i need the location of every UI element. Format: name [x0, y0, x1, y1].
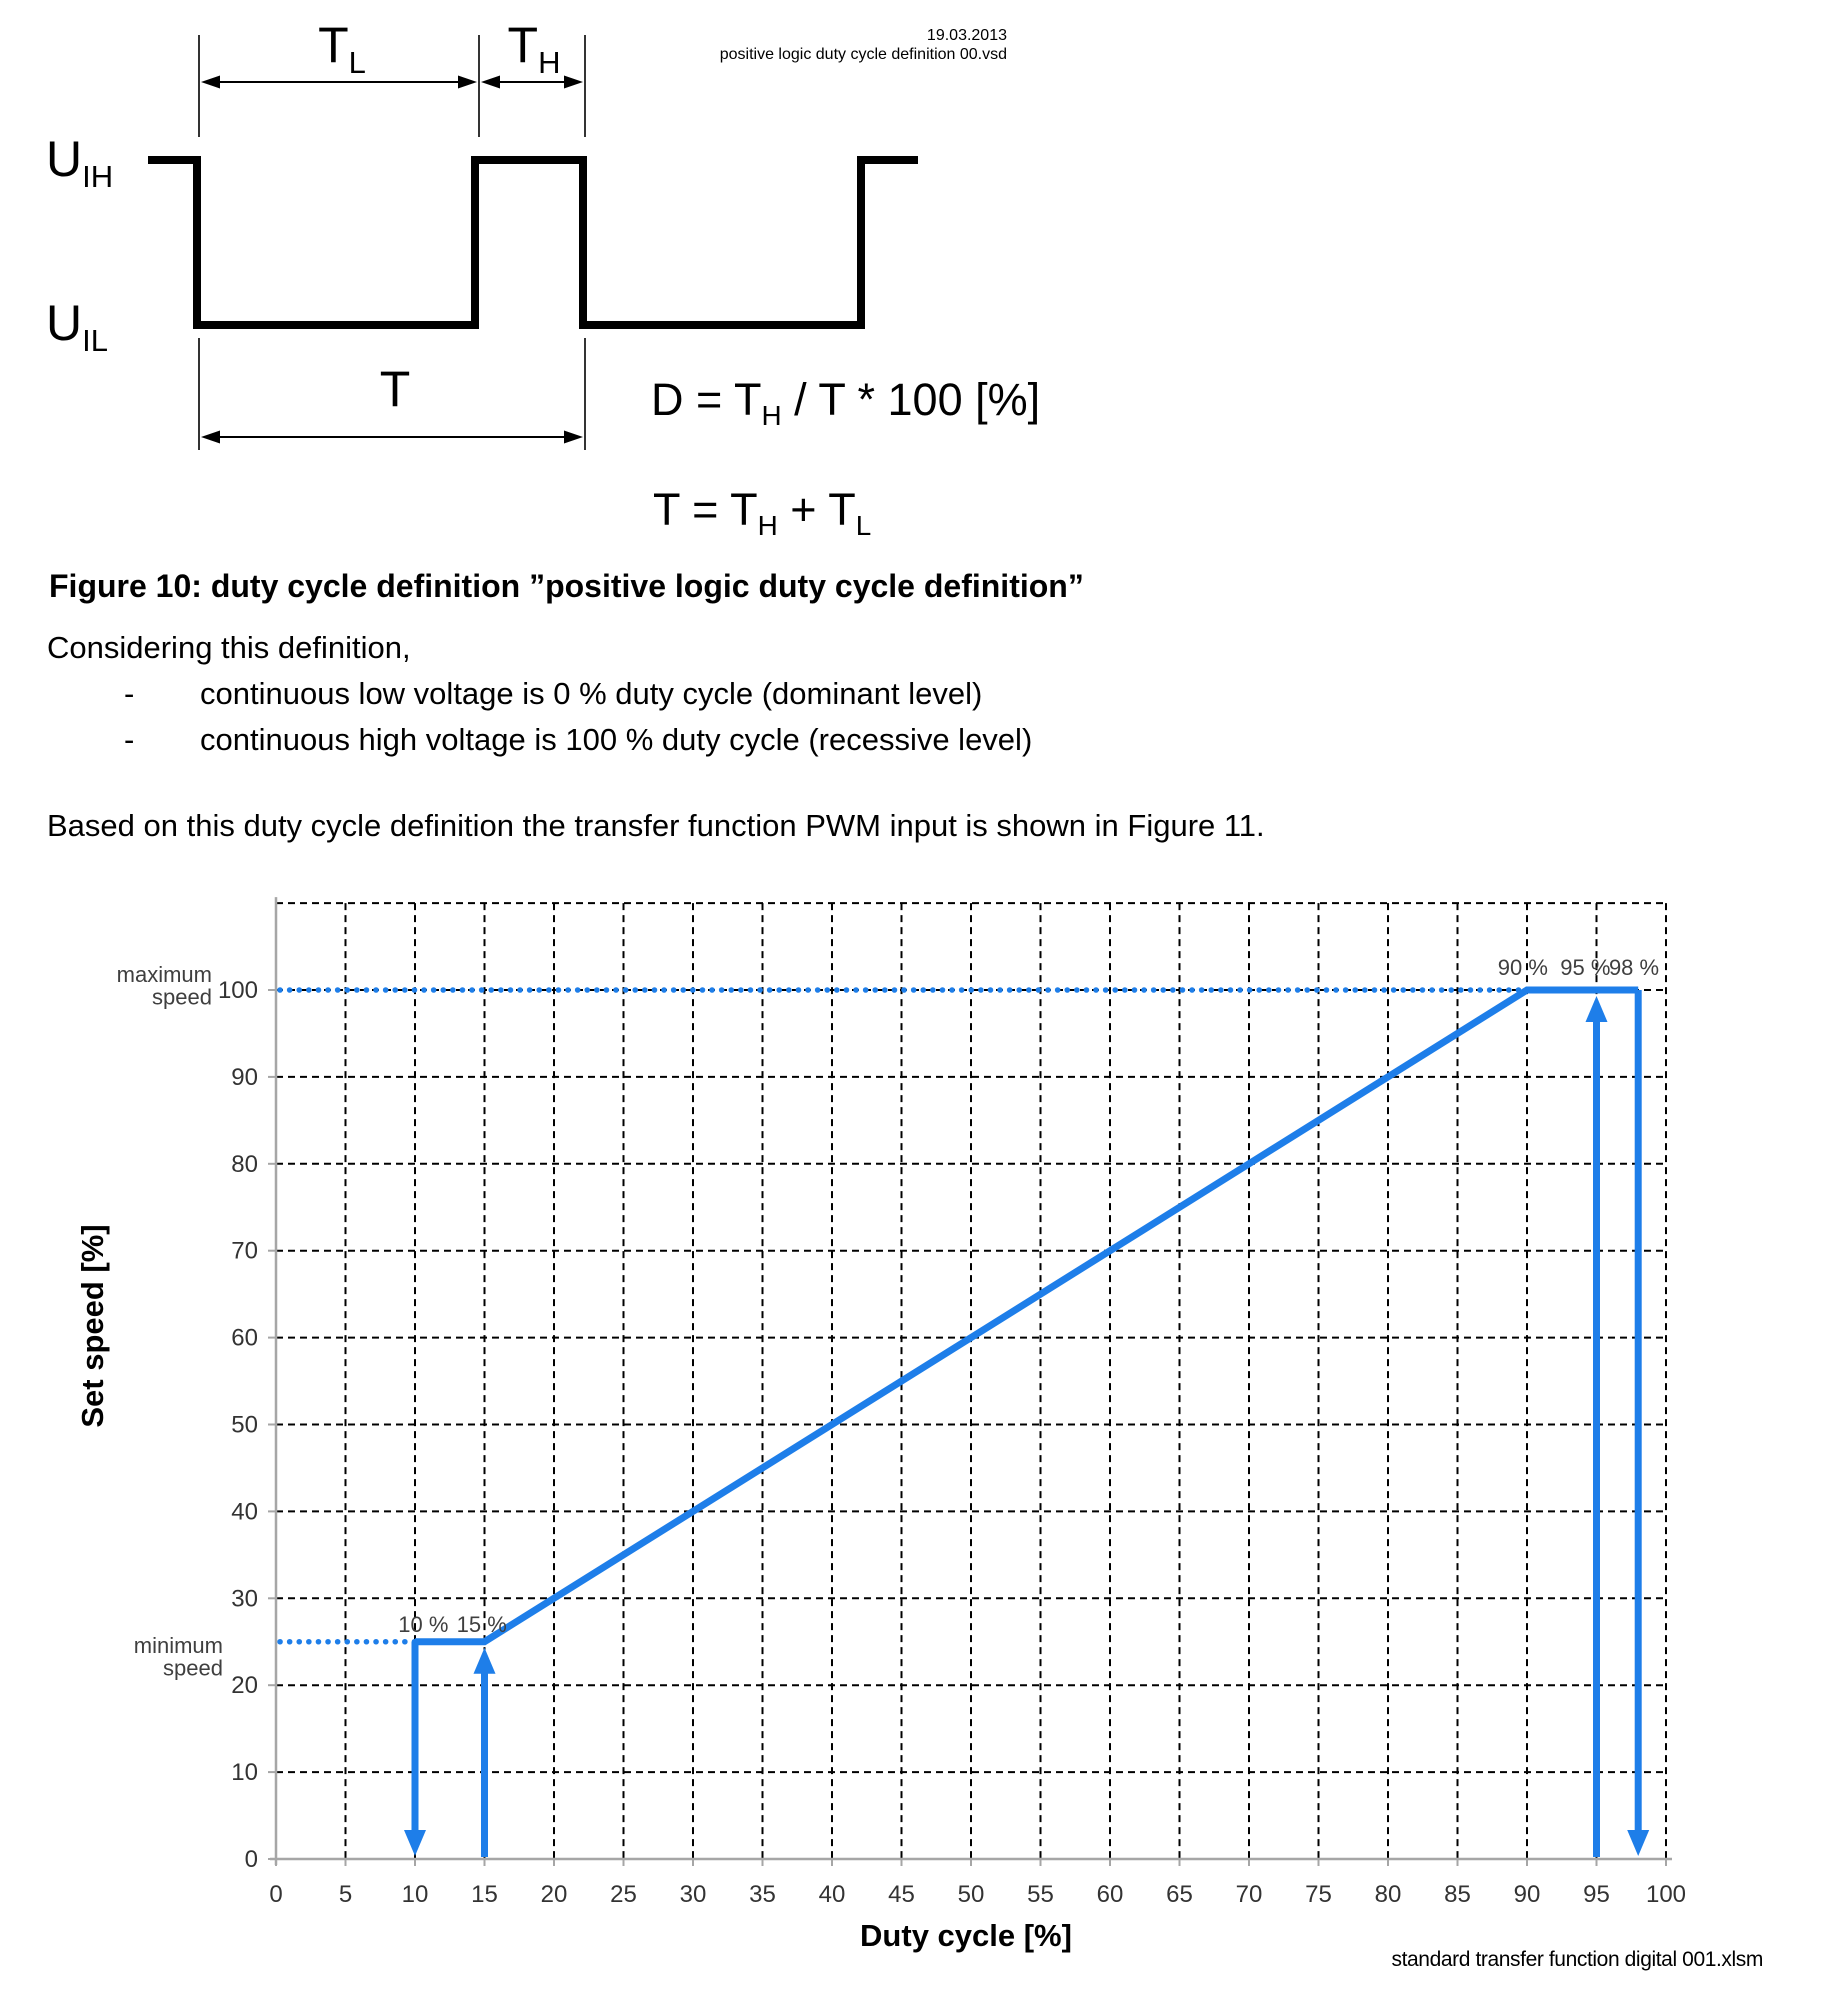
duty-point-label: 95 % — [1560, 955, 1611, 981]
x-tick-label: 90 — [1513, 1881, 1541, 1908]
x-tick-label: 15 — [471, 1881, 498, 1908]
x-tick-label: 55 — [1027, 1881, 1054, 1908]
u-il-label: $U_{IL}$ — [46, 295, 108, 358]
x-tick-label: 70 — [1235, 1881, 1263, 1908]
t-low-dim-label: $T_L$ — [318, 17, 366, 80]
period-formula: $T = T_H + T_L$ — [653, 484, 872, 541]
duty-point-label: 10 % — [398, 1612, 449, 1638]
x-axis-title: Duty cycle [%] — [860, 1918, 1072, 1953]
y-tick-label: 0 — [244, 1846, 258, 1873]
period-dim-arrow-head — [201, 431, 220, 444]
x-tick-label: 30 — [679, 1881, 707, 1908]
u-ih-label: $U_{IH}$ — [46, 131, 114, 194]
minimum-speed-callout: speed — [163, 1655, 223, 1681]
t-low-dim-arrow-head — [458, 76, 477, 89]
x-tick-label: 95 — [1583, 1881, 1610, 1908]
x-tick-label: 45 — [888, 1881, 915, 1908]
y-tick-label: 70 — [231, 1237, 258, 1265]
bullet-text: continuous low voltage is 0 % duty cycle (dominant level) — [200, 676, 983, 711]
intro-paragraph: Considering this definition, — [47, 630, 411, 665]
arrow-head-down — [1627, 1830, 1649, 1856]
duty-cycle-formula: $D = T_H / T * 100$ [%] — [651, 374, 1041, 431]
figure-date: 19.03.2013 — [926, 27, 1007, 44]
bullet-marker: - — [124, 722, 135, 757]
x-tick-label: 100 — [1645, 1881, 1687, 1908]
y-tick-label: 60 — [231, 1324, 258, 1352]
x-tick-label: 25 — [610, 1881, 637, 1908]
y-tick-label: 100 — [217, 977, 258, 1004]
y-tick-label: 30 — [231, 1585, 258, 1613]
duty-point-label: 98 % — [1608, 955, 1660, 981]
arrow-head-up — [1586, 996, 1608, 1022]
y-tick-label: 80 — [231, 1150, 258, 1178]
y-tick-label: 10 — [231, 1759, 258, 1787]
x-tick-label: 80 — [1374, 1881, 1402, 1908]
bullet-list — [124, 676, 1032, 768]
duty-point-label: 90 % — [1497, 955, 1548, 981]
waveform-trace — [148, 160, 918, 325]
figure-10-caption: Figure 10: duty cycle definition ”positive logic duty cycle definition” — [49, 568, 1084, 604]
list-item — [124, 676, 1032, 712]
maximum-speed-callout: speed — [152, 984, 212, 1010]
figure-source-filename: positive logic duty cycle definition 00.vsd — [719, 46, 1007, 63]
x-tick-label: 50 — [957, 1881, 985, 1908]
y-tick-label: 40 — [231, 1498, 258, 1526]
maximum-speed-callout: maximum — [116, 962, 212, 987]
arrow-head-down — [404, 1830, 426, 1856]
list-item — [124, 722, 1032, 758]
transfer-function-curve — [415, 990, 1638, 1642]
x-tick-label: 60 — [1096, 1881, 1124, 1908]
t-high-dim-label: $T_H$ — [507, 17, 561, 80]
x-tick-label: 75 — [1305, 1881, 1332, 1908]
x-tick-label: 40 — [818, 1881, 846, 1908]
y-tick-label: 20 — [231, 1672, 258, 1700]
x-tick-label: 85 — [1444, 1881, 1471, 1908]
period-dim-arrow-head — [564, 431, 583, 444]
x-tick-label: 35 — [749, 1881, 776, 1908]
y-tick-label: 90 — [231, 1063, 258, 1091]
t-low-dim-arrow-head — [201, 76, 220, 89]
minimum-speed-callout: minimum — [133, 1632, 223, 1658]
bullet-marker: - — [124, 676, 135, 711]
period-dim-label: T — [379, 361, 411, 417]
y-axis-title: Set speed [%] — [75, 1224, 110, 1428]
x-tick-label: 20 — [540, 1881, 568, 1908]
duty-point-label: 15 % — [456, 1612, 507, 1638]
closing-paragraph: Based on this duty cycle definition the transfer function PWM input is shown in Figure 11. — [47, 808, 1265, 843]
chart-source-filename: standard transfer function digital 001.xlsm — [1391, 1948, 1763, 1971]
x-tick-label: 5 — [338, 1881, 353, 1908]
x-tick-label: 0 — [269, 1881, 283, 1908]
y-tick-label: 50 — [231, 1411, 258, 1439]
figure-source-header — [550, 26, 1007, 64]
x-tick-label: 10 — [401, 1881, 429, 1908]
x-tick-label: 65 — [1166, 1881, 1193, 1908]
arrow-head-up — [474, 1648, 496, 1674]
bullet-text: continuous high voltage is 100 % duty cycle (recessive level) — [200, 722, 1033, 757]
